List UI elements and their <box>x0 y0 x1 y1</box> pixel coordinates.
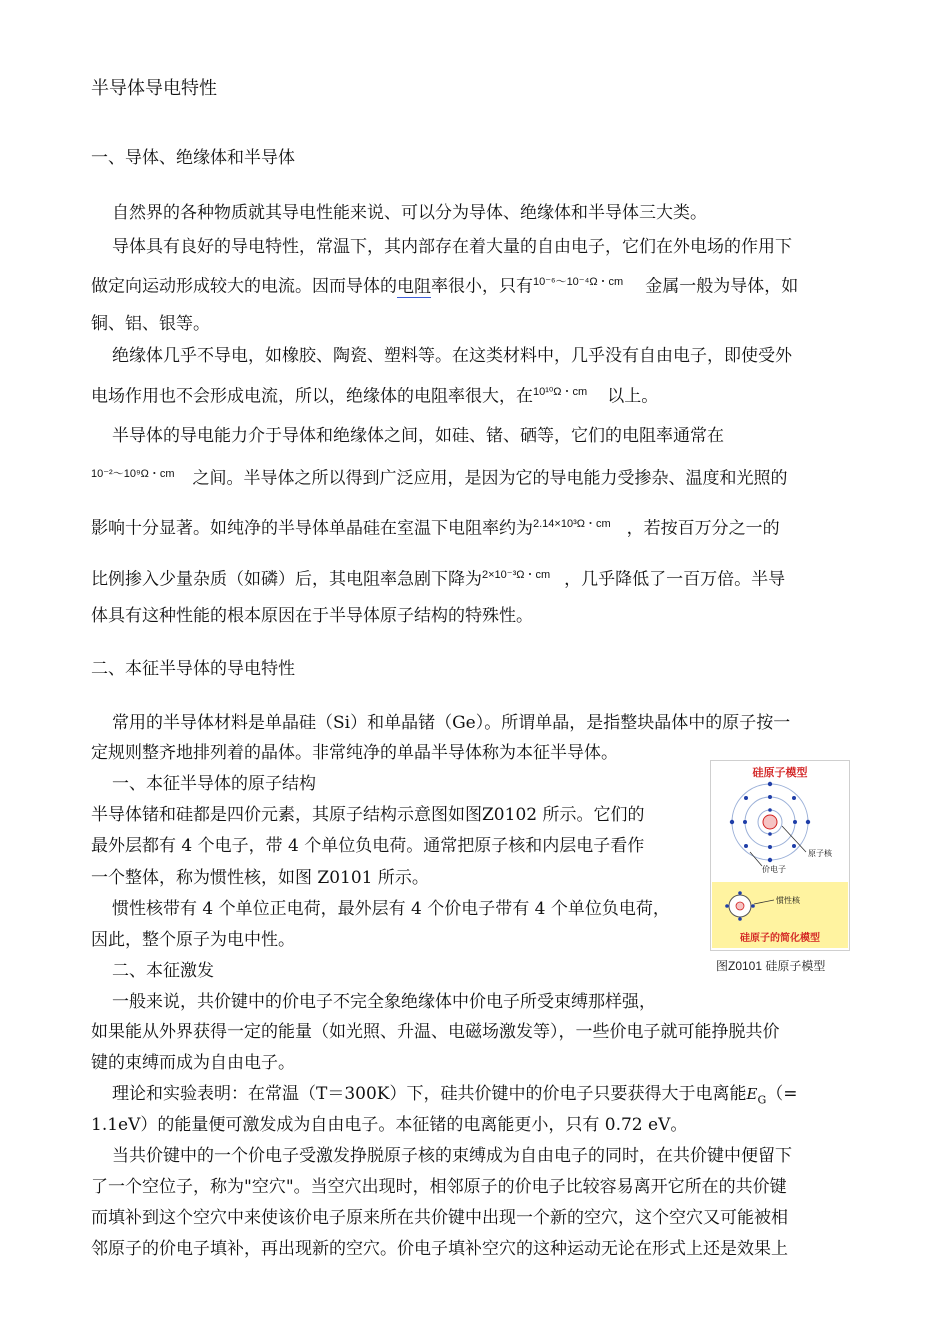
paragraph: 一个整体，称为惯性核，如图 Z0101 所示。 <box>91 868 429 888</box>
paragraph-line <box>112 1083 798 1111</box>
text: 比例掺入少量杂质（如磷）后，其电阻率急剧下降为 <box>91 569 482 590</box>
text: ，几乎降低了一百万倍。半导 <box>564 569 786 590</box>
formula: 2×10⁻³Ω・cm <box>482 569 551 581</box>
paragraph-line <box>91 513 780 540</box>
paragraph: 定规则整齐地排列着的晶体。非常纯净的单晶半导体称为本征半导体。 <box>91 743 618 763</box>
paragraph: 绝缘体几乎不导电，如橡胶、陶瓷、塑料等。在这类材料中，几乎没有自由电子，即使受外 <box>112 346 792 366</box>
paragraph: 常用的半导体材料是单晶硅（Si）和单晶锗（Ge）。所谓单晶，是指整块晶体中的原子按一 <box>112 713 791 733</box>
paragraph: 铜、铝、银等。 <box>91 314 210 334</box>
symbol-eg: E <box>746 1085 758 1103</box>
paragraph: 惯性核带有 4 个单位正电荷，最外层有 4 个价电子带有 4 个单位负电荷， <box>112 899 670 919</box>
paragraph: 自然界的各种物质就其导电性能来说、可以分为导体、绝缘体和半导体三大类。 <box>112 203 707 223</box>
paragraph: 一般来说，共价键中的价电子不完全象绝缘体中价电子所受束缚那样强， <box>112 992 656 1012</box>
valence-label: 价电子 <box>762 865 786 874</box>
subheading: 一、本征半导体的原子结构 <box>112 774 316 794</box>
paragraph: 而填补到这个空穴中来使该价电子原来所在共价键中出现一个新的空穴，这个空穴又可能被相 <box>91 1208 788 1228</box>
paragraph: 半导体锗和硅都是四价元素，其原子结构示意图如图Z0102 所示。它们的 <box>91 805 645 825</box>
paragraph-line <box>91 564 785 591</box>
section-1-heading: 一、导体、绝缘体和半导体 <box>91 148 295 168</box>
resistance-link[interactable]: 电阻 <box>397 276 431 297</box>
paragraph-line <box>91 271 798 298</box>
paragraph: 1.1eV）的能量便可激发成为自由电子。本征锗的电离能更小，只有 0.72 eV。 <box>91 1115 688 1135</box>
section-2-heading: 二、本征半导体的导电特性 <box>91 659 295 679</box>
paragraph: 导体具有良好的导电特性，常温下，其内部存在着大量的自由电子，它们在外电场的作用下 <box>112 237 792 257</box>
formula: 2.14×10³Ω・cm <box>533 518 611 530</box>
text: 之间。半导体之所以得到广泛应用，是因为它的导电能力受掺杂、温度和光照的 <box>192 468 788 489</box>
formula: 10⁻⁶～10⁻⁴Ω・cm <box>533 276 624 288</box>
paragraph: 当共价键中的一个价电子受激发挣脱原子核的束缚成为自由电子的同时，在共价键中便留下 <box>112 1146 792 1166</box>
text: ，若按百万分之一的 <box>626 518 780 539</box>
figure-bottom-title: 硅原子的简化模型 <box>740 933 820 944</box>
paragraph: 了一个空位子，称为"空穴"。当空穴出现时，相邻原子的价电子比较容易离开它所在的共价键 <box>91 1177 787 1197</box>
nucleus-icon <box>763 815 777 829</box>
text: 电场作用也不会形成电流，所以，绝缘体的电阻率很大，在 <box>91 386 533 407</box>
paragraph: 邻原子的价电子填补，再出现新的空穴。价电子填补空穴的这种运动无论在形式上还是效果上 <box>91 1239 788 1259</box>
formula: 10¹⁰Ω・cm <box>533 386 588 398</box>
text: 影响十分显著。如纯净的半导体单晶硅在室温下电阻率约为 <box>91 518 533 539</box>
formula: 10⁻²～10⁹Ω・cm <box>91 468 175 480</box>
text: （= <box>766 1084 798 1104</box>
symbol-eg-sub: G <box>757 1093 767 1107</box>
paragraph: 最外层都有 4 个电子，带 4 个单位负电荷。通常把原子核和内层电子看作 <box>91 836 645 856</box>
text: 以上。 <box>607 386 659 407</box>
text: 金属一般为导体，如 <box>645 276 799 297</box>
paragraph: 如果能从外界获得一定的能量（如光照、升温、电磁场激发等），一些价电子就可能挣脱共价 <box>91 1022 780 1042</box>
silicon-atom-figure <box>710 760 850 975</box>
text: 理论和实验表明：在常温（T＝300K）下，硅共价键中的价电子只要获得大于电离能 <box>112 1084 747 1104</box>
paragraph: 体具有这种性能的根本原因在于半导体原子结构的特殊性。 <box>91 606 533 626</box>
paragraph: 键的束缚而成为自由电子。 <box>91 1053 295 1073</box>
page-title: 半导体导电特性 <box>91 78 217 99</box>
paragraph: 半导体的导电能力介于导体和绝缘体之间，如硅、锗、硒等，它们的电阻率通常在 <box>112 426 724 446</box>
nucleus-label: 原子核 <box>808 849 832 858</box>
figure-caption: 图Z0101 硅原子模型 <box>716 959 826 973</box>
paragraph-line <box>91 381 658 408</box>
text: 做定向运动形成较大的电流。因而导体的 <box>91 276 397 297</box>
subheading: 二、本征激发 <box>112 961 214 981</box>
text: 率很小，只有 <box>431 276 533 297</box>
paragraph-line <box>91 463 788 490</box>
inertial-core-label: 惯性核 <box>776 896 800 905</box>
figure-top-title: 硅原子模型 <box>752 767 808 779</box>
paragraph: 因此，整个原子为电中性。 <box>91 930 295 950</box>
